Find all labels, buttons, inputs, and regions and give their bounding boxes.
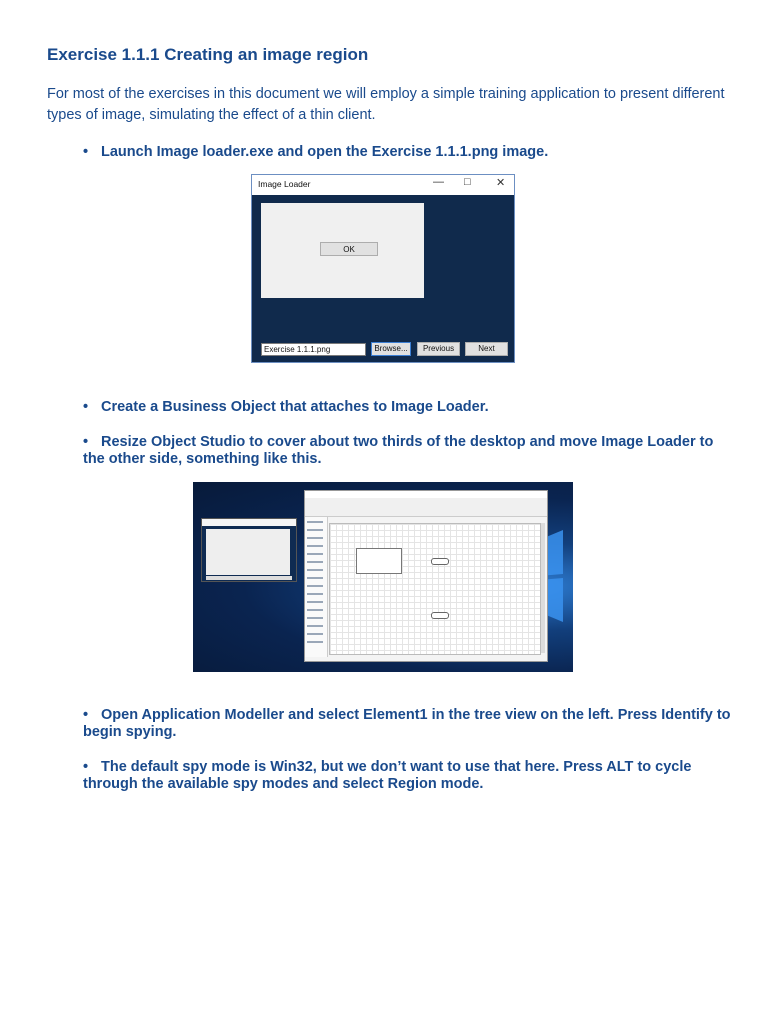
- toolbox-item: [307, 537, 323, 539]
- thumbnail-titlebar: [202, 519, 296, 526]
- bullet-text: Resize Object Studio to cover about two thirds of the desktop and move Image Loader to the other side, something like this.: [83, 434, 714, 467]
- toolbox-item: [307, 601, 323, 603]
- image-loader-thumbnail: [201, 518, 297, 582]
- start-node: [431, 558, 449, 565]
- bullet-symbol: •: [83, 144, 89, 160]
- thumbnail-panel: [206, 529, 290, 575]
- bullet-resize-studio: [83, 434, 733, 468]
- toolbox-item: [307, 593, 323, 595]
- bullet-symbol: •: [83, 399, 89, 415]
- toolbox-item: [307, 545, 323, 547]
- toolbox-item: [307, 609, 323, 611]
- image-panel: [261, 203, 424, 298]
- toolbox-item: [307, 569, 323, 571]
- maximize-icon[interactable]: □: [464, 176, 471, 188]
- bullet-symbol: •: [83, 707, 89, 723]
- canvas-scrollbar: [541, 523, 545, 653]
- bullet-text: The default spy mode is Win32, but we don’t want to use that here. Press ALT to cycle through the available spy modes and select Region mode.: [83, 759, 692, 792]
- window-title: Image Loader: [258, 179, 311, 189]
- process-canvas: [329, 523, 541, 655]
- studio-toolbar: [305, 498, 547, 517]
- image-loader-window: [251, 174, 515, 363]
- minimize-icon[interactable]: —: [433, 176, 444, 188]
- file-name-field[interactable]: Exercise 1.1.1.png: [261, 343, 366, 356]
- close-icon[interactable]: ✕: [496, 177, 506, 189]
- previous-button[interactable]: Previous: [417, 342, 460, 356]
- studio-toolbox: [305, 517, 328, 657]
- intro-paragraph: For most of the exercises in this document we will employ a simple training application to present different types of image, simulating the effect of a thin client.: [47, 86, 725, 123]
- bullet-spy-mode: [83, 759, 733, 793]
- ok-button[interactable]: OK: [320, 242, 378, 256]
- object-studio-window: [304, 490, 548, 662]
- studio-titlebar: [305, 491, 547, 498]
- toolbox-item: [307, 553, 323, 555]
- bullet-symbol: •: [83, 759, 89, 775]
- toolbox-item: [307, 585, 323, 587]
- end-node: [431, 612, 449, 619]
- toolbox-item: [307, 641, 323, 643]
- toolbox-item: [307, 633, 323, 635]
- next-button[interactable]: Next: [465, 342, 508, 356]
- toolbox-item: [307, 577, 323, 579]
- bullet-open-modeller: [83, 707, 733, 741]
- section-heading: Exercise 1.1.1 Creating an image region: [47, 45, 369, 64]
- bullet-text: Create a Business Object that attaches to Image Loader.: [101, 399, 489, 415]
- bullet-text: Launch Image loader.exe and open the Exercise 1.1.1.png image.: [101, 144, 549, 160]
- browse-button[interactable]: Browse...: [371, 342, 411, 356]
- toolbox-item: [307, 561, 323, 563]
- business-object-box: [356, 548, 402, 574]
- toolbox-item: [307, 625, 323, 627]
- bullet-create-object: [83, 399, 733, 416]
- toolbox-item: [307, 617, 323, 619]
- bullet-text: Open Application Modeller and select Element1 in the tree view on the left. Press Identify to begin spying.: [83, 707, 731, 740]
- desktop-screenshot: [193, 482, 573, 672]
- toolbox-item: [307, 529, 323, 531]
- toolbox-item: [307, 521, 323, 523]
- thumbnail-button-bar: [206, 576, 292, 580]
- window-titlebar: [252, 175, 514, 195]
- bullet-launch: [83, 144, 733, 161]
- bullet-symbol: •: [83, 434, 89, 450]
